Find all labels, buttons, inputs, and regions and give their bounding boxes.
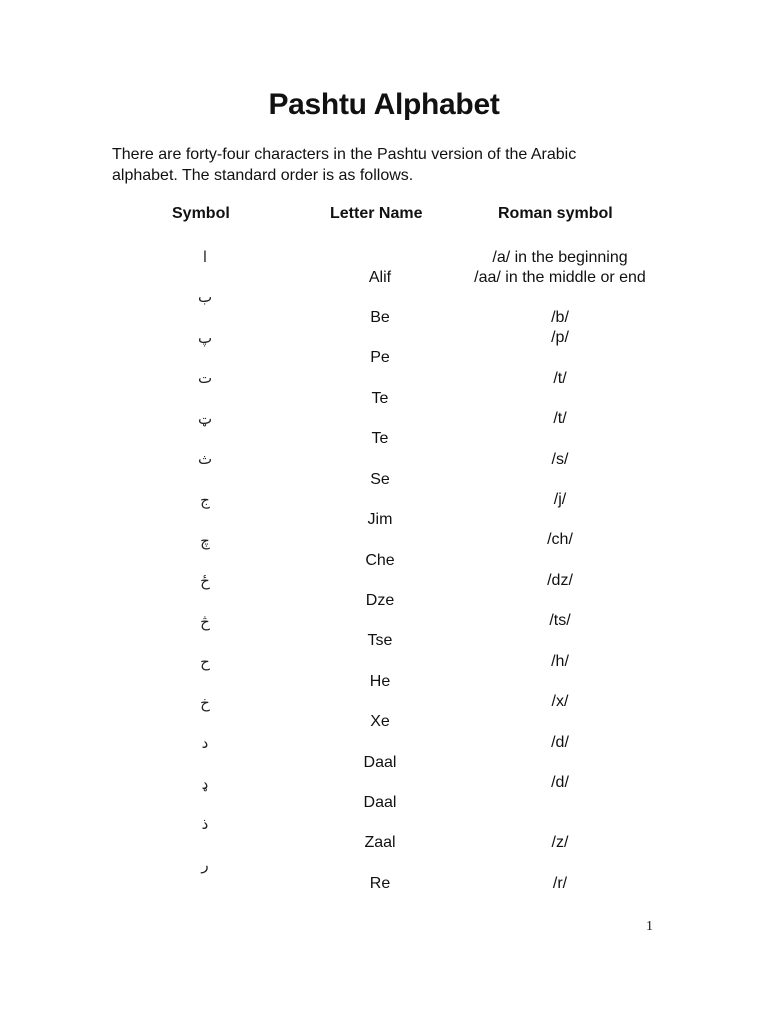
arabic-symbol: ر	[201, 856, 209, 874]
letter-name: Daal	[363, 754, 397, 771]
arabic-symbol: خ	[200, 694, 210, 712]
arabic-symbol: پ	[197, 329, 213, 347]
column-header-letter-name: Letter Name	[330, 205, 423, 222]
letter-name: Pe	[370, 349, 390, 366]
intro-line: There are forty-four characters in the Pashtu version of the Arabic	[112, 146, 577, 163]
roman-symbol: /r/	[552, 875, 568, 892]
letter-name: Re	[369, 875, 391, 892]
letter-name: Tse	[367, 632, 393, 649]
roman-symbol: /x/	[551, 693, 569, 710]
intro-line: alphabet. The standard order is as follows.	[112, 167, 414, 184]
arabic-symbol: ث	[197, 450, 213, 468]
letter-name: Xe	[370, 713, 390, 730]
page-title: Pashtu Alphabet	[268, 88, 500, 121]
arabic-symbol: ټ	[197, 410, 213, 428]
arabic-symbol: ت	[197, 369, 213, 387]
arabic-symbol: ډ	[201, 775, 209, 793]
roman-symbol: /ts/	[549, 612, 571, 629]
roman-symbol: /b/	[551, 309, 569, 326]
roman-symbol: /z/	[551, 834, 569, 851]
arabic-symbol: د	[201, 734, 209, 752]
roman-symbol: /dz/	[547, 572, 573, 589]
letter-name: Zaal	[364, 834, 396, 851]
roman-symbol: /aa/ in the middle or end	[474, 269, 646, 286]
letter-name: Che	[365, 552, 395, 569]
letter-name: Alif	[368, 269, 392, 286]
letter-name: Jim	[367, 511, 393, 528]
roman-symbol: /d/	[551, 734, 569, 751]
arabic-symbol: ذ	[201, 815, 209, 833]
arabic-symbol: ځ	[200, 572, 210, 590]
roman-symbol: /j/	[553, 491, 567, 508]
letter-name: Te	[371, 390, 389, 407]
letter-name: Dze	[365, 592, 395, 609]
roman-symbol: /a/ in the beginning	[492, 249, 628, 266]
letter-name: He	[369, 673, 391, 690]
letter-name: Be	[370, 309, 390, 326]
letter-name: Daal	[363, 794, 397, 811]
letter-name: Te	[371, 430, 389, 447]
arabic-symbol: ح	[200, 653, 210, 671]
roman-symbol: /t/	[553, 370, 567, 387]
roman-symbol: /t/	[553, 410, 567, 427]
arabic-symbol: ج	[200, 491, 210, 509]
column-header-roman-symbol: Roman symbol	[498, 205, 613, 222]
intro-paragraph	[112, 144, 672, 186]
roman-symbol: /p/	[551, 329, 569, 346]
page-number: 1	[646, 919, 653, 934]
letter-name: Se	[370, 471, 390, 488]
arabic-symbol: چ	[200, 532, 210, 550]
roman-symbol: /s/	[551, 451, 569, 468]
roman-symbol: /d/	[551, 774, 569, 791]
roman-symbol: /ch/	[547, 531, 573, 548]
arabic-symbol: ا	[202, 248, 208, 266]
arabic-symbol: څ	[200, 613, 210, 631]
column-header-symbol: Symbol	[172, 205, 230, 222]
arabic-symbol: ب	[197, 288, 213, 306]
roman-symbol: /h/	[551, 653, 569, 670]
